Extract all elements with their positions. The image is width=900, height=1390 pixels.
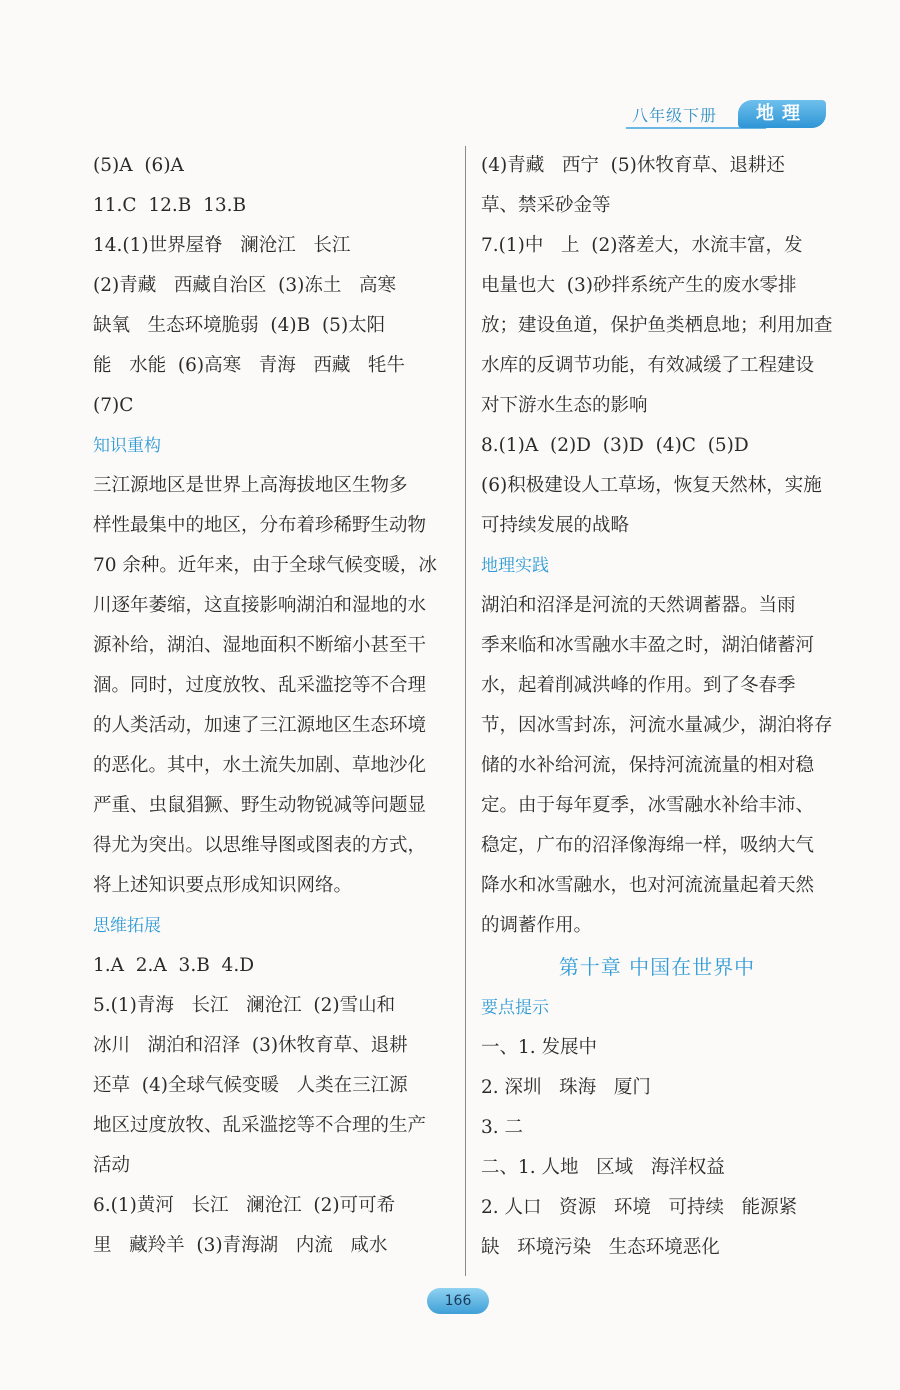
text-line: 的调蓄作用。 — [481, 915, 593, 936]
text-line: 一、1. 发展中 — [481, 1037, 598, 1058]
text-line: 可持续发展的战略 — [481, 515, 630, 536]
text-line: (5)A (6)A — [93, 155, 184, 176]
text-line: 涸。同时，过度放牧、乱采滥挖等不合理 — [93, 675, 427, 696]
text-line: 还草 (4)全球气候变暖 人类在三江源 — [93, 1075, 408, 1096]
text-line: 5.(1)青海 长江 澜沧江 (2)雪山和 — [93, 995, 396, 1016]
text-line: 将上述知识要点形成知识网络。 — [93, 875, 353, 896]
text-line: (4)青藏 西宁 (5)休牧育草、退耕还 — [481, 155, 785, 176]
text-line: 8.(1)A (2)D (3)D (4)C (5)D — [481, 435, 749, 456]
text-line: 14.(1)世界屋脊 澜沧江 长江 — [93, 235, 351, 256]
text-line: 节，因冰雪封冻，河流水量减少，湖泊将存 — [481, 715, 833, 736]
text-line: 冰川 湖泊和沼泽 (3)休牧育草、退耕 — [93, 1035, 408, 1056]
text-line: 三江源地区是世界上高海拔地区生物多 — [93, 475, 408, 496]
text-line: 草、禁采砂金等 — [481, 195, 611, 216]
text-line: 2. 人口 资源 环境 可持续 能源紧 — [481, 1197, 798, 1218]
right-column — [481, 146, 833, 1268]
text-line: 地区过度放牧、乱采滥挖等不合理的生产 — [93, 1115, 427, 1136]
text-line: 2. 深圳 珠海 厦门 — [481, 1077, 651, 1098]
chapter-title: 第十章 中国在世界中 — [558, 955, 756, 979]
grade-label: 八年级下册 — [632, 106, 718, 125]
text-line: 得尤为突出。以思维导图或图表的方式， — [93, 835, 427, 856]
text-line: 里 藏羚羊 (3)青海湖 内流 咸水 — [93, 1235, 388, 1256]
section-heading: 要点提示 — [481, 998, 549, 1018]
text-line: 水库的反调节功能，有效减缓了工程建设 — [481, 355, 815, 376]
subject-badge: 地理 — [738, 100, 826, 128]
text-line: 放；建设鱼道，保护鱼类栖息地；利用加查 — [481, 315, 833, 336]
text-line: 降水和冰雪融水，也对河流流量起着天然 — [481, 875, 815, 896]
text-line: 3. 二 — [481, 1117, 524, 1138]
section-heading: 知识重构 — [93, 436, 161, 456]
text-line: 的人类活动，加速了三江源地区生态环境 — [93, 715, 427, 736]
text-line: 的恶化。其中，水土流失加剧、草地沙化 — [93, 755, 427, 776]
section-heading: 思维拓展 — [93, 916, 161, 936]
text-line: 能 水能 (6)高寒 青海 西藏 牦牛 — [93, 355, 406, 376]
text-line: 对下游水生态的影响 — [481, 395, 648, 416]
text-line: 源补给，湖泊、湿地面积不断缩小甚至干 — [93, 635, 427, 656]
text-line: 川逐年萎缩，这直接影响湖泊和湿地的水 — [93, 595, 427, 616]
text-line: (6)积极建设人工草场，恢复天然林，实施 — [481, 475, 822, 496]
text-line: 季来临和冰雪融水丰盈之时，湖泊储蓄河 — [481, 635, 815, 656]
page-number: 166 — [427, 1288, 489, 1314]
text-line: 缺氧 生态环境脆弱 (4)B (5)太阳 — [93, 315, 386, 336]
text-line: 储的水补给河流，保持河流流量的相对稳 — [481, 755, 815, 776]
text-line: (7)C — [93, 395, 134, 416]
text-line: (2)青藏 西藏自治区 (3)冻土 高寒 — [93, 275, 396, 296]
text-line: 稳定，广布的沼泽像海绵一样，吸纳大气 — [481, 835, 815, 856]
text-line: 70 余种。近年来，由于全球气候变暖，冰 — [93, 555, 437, 576]
text-line: 1.A 2.A 3.B 4.D — [93, 955, 255, 976]
text-line: 二、1. 人地 区域 海洋权益 — [481, 1157, 725, 1178]
text-line: 定。由于每年夏季，冰雪融水补给丰沛、 — [481, 795, 815, 816]
text-line: 电量也大 (3)砂拌系统产生的废水零排 — [481, 275, 797, 296]
text-line: 活动 — [93, 1155, 131, 1176]
text-line: 6.(1)黄河 长江 澜沧江 (2)可可希 — [93, 1195, 396, 1216]
text-line: 7.(1)中 上 (2)落差大，水流丰富，发 — [481, 235, 803, 256]
text-line: 湖泊和沼泽是河流的天然调蓄器。当雨 — [481, 595, 796, 616]
text-line: 11.C 12.B 13.B — [93, 195, 247, 216]
column-divider — [465, 146, 466, 1276]
text-line: 严重、虫鼠猖獗、野生动物锐减等问题显 — [93, 795, 427, 816]
text-line: 样性最集中的地区，分布着珍稀野生动物 — [93, 515, 427, 536]
text-line: 水，起着削减洪峰的作用。到了冬春季 — [481, 675, 796, 696]
left-column — [93, 146, 445, 1266]
page-header — [626, 100, 826, 130]
section-heading: 地理实践 — [481, 556, 549, 576]
text-line: 缺 环境污染 生态环境恶化 — [481, 1237, 720, 1258]
